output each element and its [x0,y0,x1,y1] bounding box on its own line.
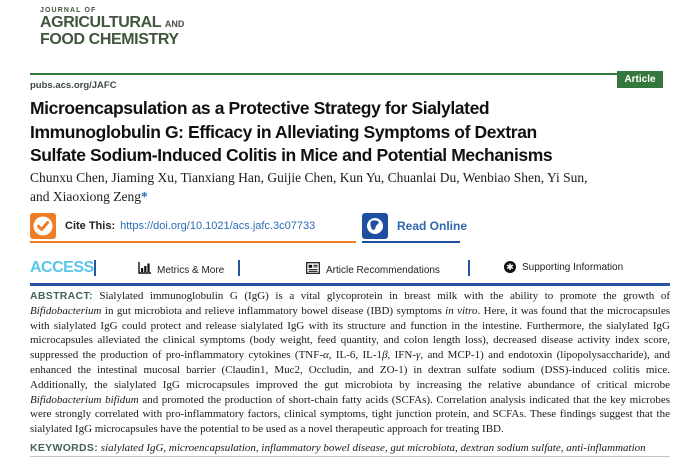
document-icon [306,261,320,279]
keywords-line [30,442,670,454]
metrics-and-more-link[interactable] [138,261,224,279]
title-line: Microencapsulation as a Protective Strategy for Sialylated [30,98,490,118]
globe-icon [362,213,388,239]
cite-this-group [30,213,315,239]
journal-name-line2: FOOD CHEMISTRY [40,31,179,48]
separator [468,260,470,276]
keywords-text: sialylated IgG, microencapsulation, inflammatory bowel disease, gut microbiota, dextran sodium sulfate, anti-inflammation [100,441,646,454]
read-online-button[interactable] [362,213,467,239]
read-online-underline [362,241,460,243]
article-type-badge: Article [617,71,663,88]
abstract-label: ABSTRACT: [30,290,93,302]
corresponding-author-asterisk: * [140,188,148,204]
asterisk-circle-icon: ✱ [504,261,516,273]
author-list [30,169,670,206]
checkmark-icon [30,213,56,239]
recommendations-label: Article Recommendations [326,264,440,276]
supporting-info-label: Supporting Information [522,261,624,273]
supporting-information-link[interactable] [504,261,623,273]
article-recommendations-link[interactable] [306,261,440,279]
cite-underline [30,241,356,243]
abstract-text: Sialylated immunoglobulin G (IgG) is a vital glycoprotein in breast milk with the ability to promote the growth of Bifidobacterium in gut microbiota and relieve inflammatory bowel disease (IBD) symptoms in vitro. Here, it was found that the microcapsules with sialylated IgG could protect and release sialylated IgG with its structure and function in the intestine. Furthermore, the sialylated IgG microcapsules alleviated the clinical symptoms (body weight, feed quantity, and colon length loss), decreased disease activity index score, suppressed the production of pro-inflammatory cytokines (TNF-α, IL-6, IL-1β, IFN-γ, and MCP-1) and endotoxin (lipopolysaccharide), and enhanced the intestinal mucosal barrier (Claudin1, Muc2, Occludin, and ZO-1) in dextran sulfate sodium (DSS)-induced colitis mice. Additionally, the sialylated IgG microcapsules improved the gut microbiota by increasing the relative abundance of critical microbe Bifidobacterium bifidum and promoted the production of short-chain fatty acids (SCFAs). Correlation analysis indicated that the key microbes were strongly correlated with pro-inflammatory factors, clinical symptoms, tight junction protein, and SCFAs. These findings suggest that the sialylated IgG microcapsules have the potential to be used as a novel therapeutic approach for treating IBD. [30,290,671,436]
separator [94,260,96,276]
access-toolbar [30,256,670,282]
bar-chart-icon [138,261,151,279]
abstract-paragraph [30,289,670,437]
title-line: Sulfate Sodium-Induced Colitis in Mice and Potential Mechanisms [30,145,553,165]
cite-this-label: Cite This: [65,220,116,232]
page-title [30,97,675,168]
journal-logo [40,7,184,47]
doi-link[interactable]: https://doi.org/10.1021/acs.jafc.3c07733 [120,220,316,232]
blue-divider [30,283,670,286]
journal-name-and: AND [164,19,185,29]
journal-site-link[interactable]: pubs.acs.org/JAFC [30,80,117,91]
green-divider [30,73,617,75]
journal-name-line1: AGRICULTURAL AND [40,14,185,31]
separator [238,260,240,276]
title-line: Immunoglobulin G: Efficacy in Alleviating Symptoms of Dextran [30,121,537,142]
access-link[interactable]: ACCESS [30,259,94,276]
keywords-label: KEYWORDS: [30,441,99,454]
author-line: Chunxu Chen, Jiaming Xu, Tianxiang Han, Guijie Chen, Kun Yu, Chuanlai Du, Wenbiao Shen, Yi Sun, [30,170,588,185]
abstract-section [30,289,670,454]
metrics-label: Metrics & More [157,264,225,276]
read-online-label: Read Online [397,219,468,233]
journal-kicker: JOURNAL OF [40,7,97,14]
bottom-divider [30,456,670,457]
author-line: and Xiaoxiong Zeng* [30,188,148,204]
cite-bar [30,213,670,243]
